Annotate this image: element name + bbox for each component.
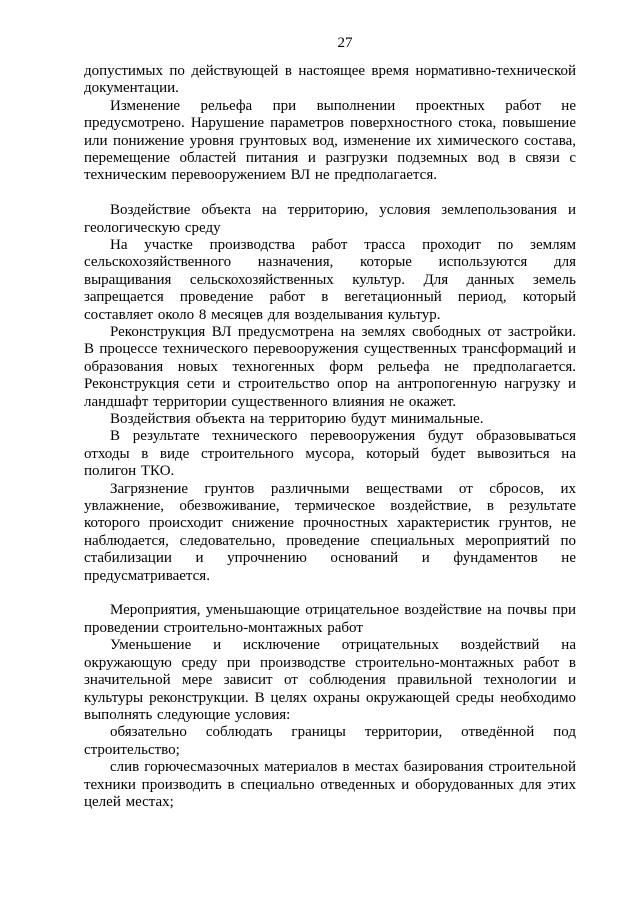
list-item-condition: слив горючесмазочных материалов в местах базирования строительной техники производить в специально отведенных и оборудованных для этих целей местах;: [84, 759, 576, 810]
paragraph-continuation: допустимых по действующей в настоящее время нормативно-технической документации.: [84, 62, 576, 97]
list-item-condition: обязательно соблюдать границы территории, отведённой под строительство;: [84, 724, 576, 758]
paragraph: Воздействия объекта на территорию будут минимальные.: [110, 411, 484, 428]
paragraph: В результате технического перевооружения будут образовываться отходы в виде строительного мусора, который будет вывозиться на полигон ТКО.: [84, 428, 576, 480]
paragraph: Уменьшение и исключение отрицательных воздействий на окружающую среду при производстве строительно-монтажных работ в значительной мере зависит от соблюдения правильной технологии и культуры реконструкции. В целях охраны окружающей среды необходимо выполнять следующие условия:: [84, 637, 576, 723]
paragraph: Реконструкция ВЛ предусмотрена на землях свободных от застройки. В процессе технического перевооружения существенных трансформаций и образования новых техногенных форм рельефа не предполагается. Реконструкция сети и строительство опор на антропогенную нагрузку и ландшафт территории существенного влияния не окажет.: [84, 323, 576, 410]
section-heading-soil-protection-measures: Мероприятия, уменьшающие отрицательное воздействие на почвы при проведении строительно-монтажных работ: [84, 602, 576, 636]
page-number: 27: [337, 35, 353, 51]
paragraph: Загрязнение грунтов различными веществами от сбросов, их увлажнение, обезвоживание, термическое воздействие, в результате которого происходит снижение прочностных характеристик грунтов, не наблюдается, следовательно, проведение специальных мероприятий по стабилизации и упрочнению оснований и фундаментов не предусматривается.: [84, 480, 576, 584]
paragraph: Изменение рельефа при выполнении проектных работ не предусмотрено. Нарушение параметров поверхностного стока, повышение или понижение уровня грунтовых вод, изменение их химического состава, перемещение областей питания и разгрузки подземных вод в связи с техническим перевооружением ВЛ не предполагается.: [84, 97, 576, 184]
section-heading-territory-impact: Воздействие объекта на территорию, условия землепользования и геологическую среду: [84, 202, 576, 236]
paragraph: На участке производства работ трасса проходит по землям сельскохозяйственного назначения, которые используются для выращивания сельскохозяйственных культур. Для данных земель запрещается проведение работ в вегетационный период, который составляет около 8 месяцев для возделывания культур.: [84, 236, 576, 323]
